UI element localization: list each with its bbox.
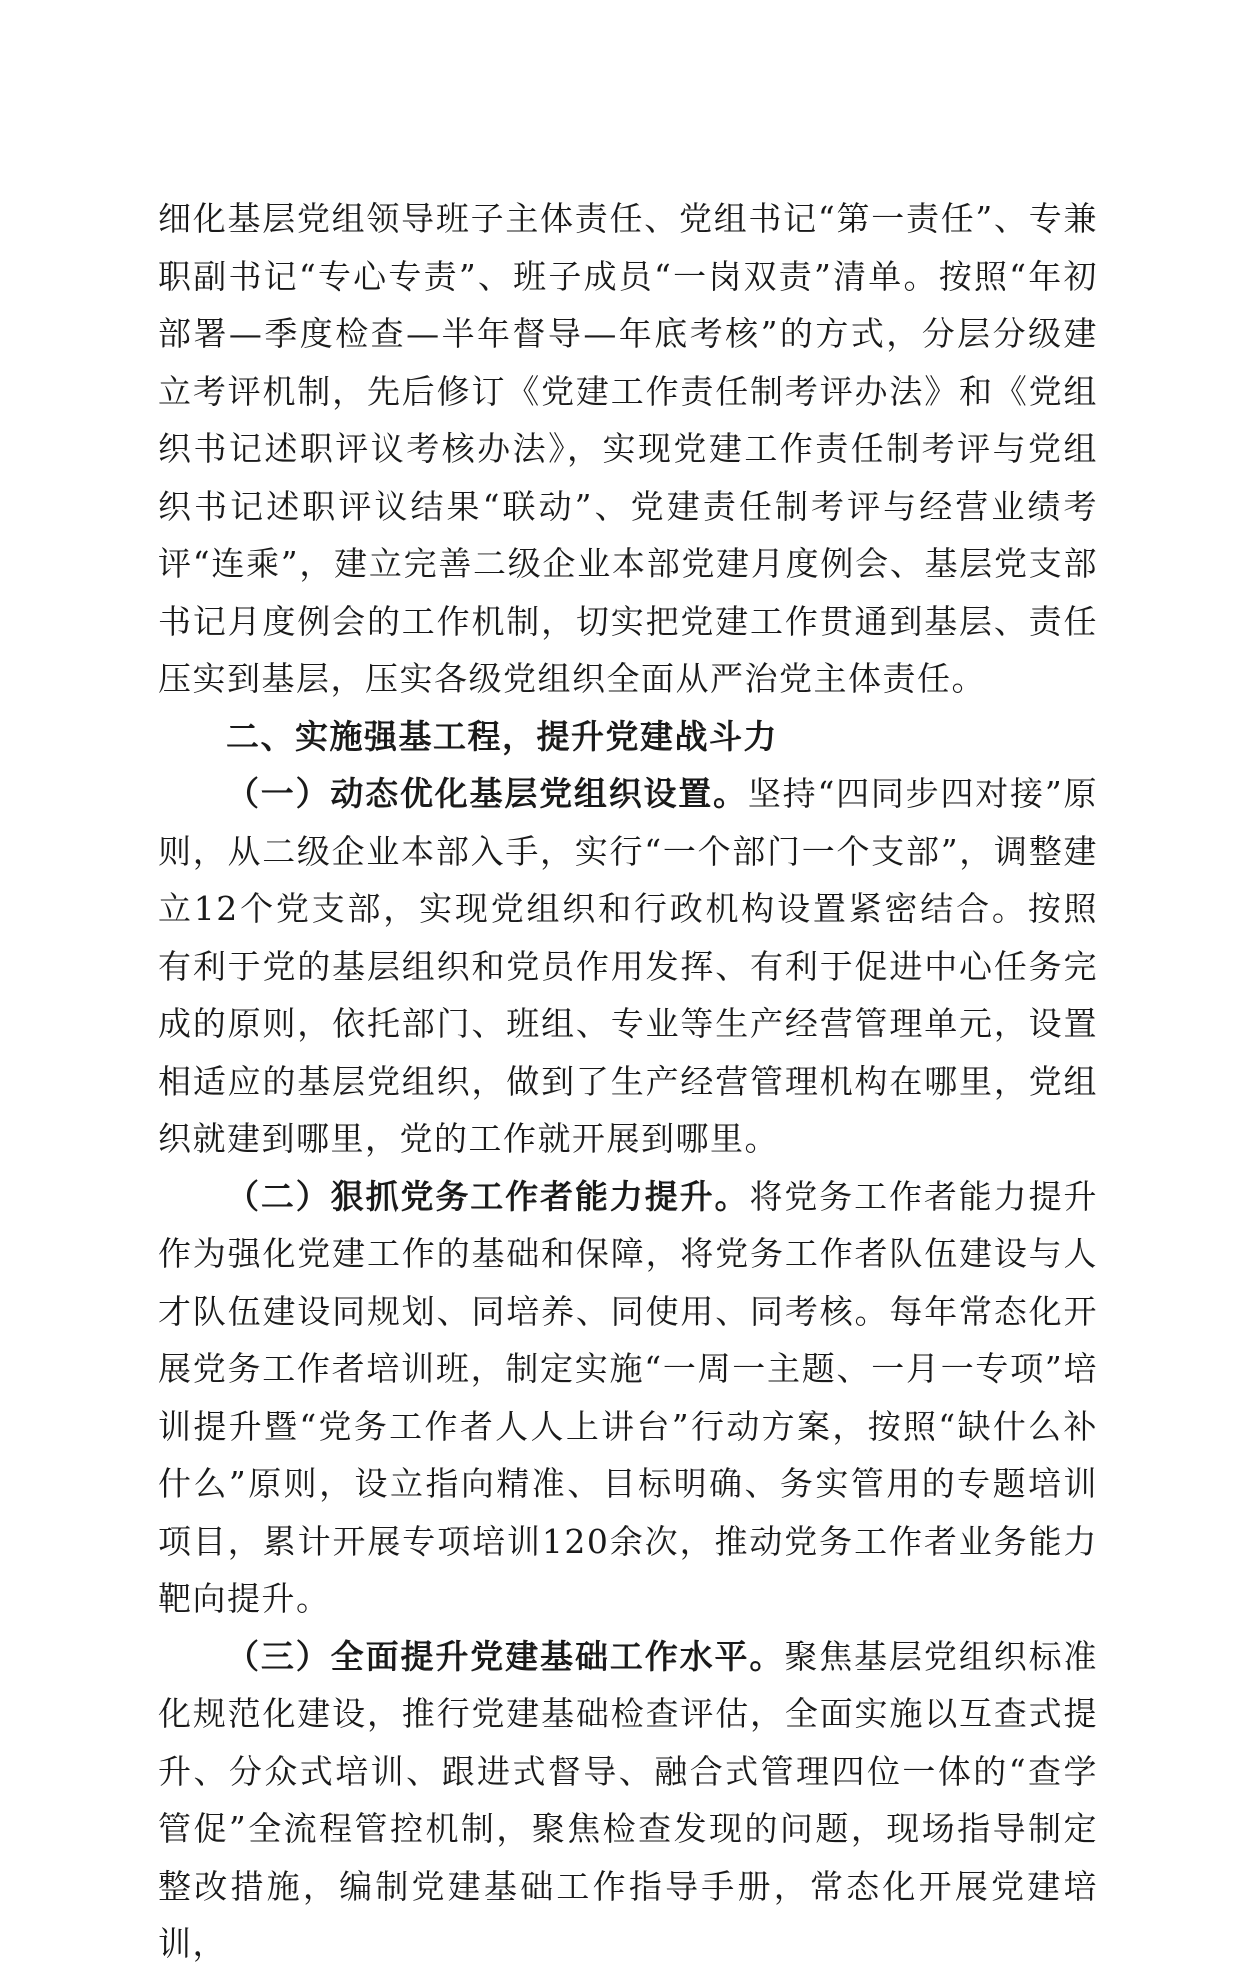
item-1-paragraph: [158, 765, 1098, 1168]
document-page: [158, 190, 1098, 1973]
section-heading: 二、实施强基工程，提升党建战斗力: [226, 716, 778, 756]
item-2-paragraph: [158, 1168, 1098, 1628]
item-3-lead: （三）全面提升党建基础工作水平。: [226, 1636, 785, 1676]
paragraph-continued: 细化基层党组领导班子主体责任、党组书记“第一责任”、专兼职副书记“专心专责”、班子成员“一岗双责”清单。按照“年初部署—季度检查—半年督导—年底考核”的方式，分层分级建立考评机制，先后修订《党建工作责任制考评办法》和《党组织书记述职评议考核办法》，实现党建工作责任制考评与党组织书记述职评议结果“联动”、党建责任制考评与经营业绩考评“连乘”，建立完善二级企业本部党建月度例会、基层党支部书记月度例会的工作机制，切实把党建工作贯通到基层、责任压实到基层，压实各级党组织全面从严治党主体责任。: [158, 199, 1098, 698]
item-3-paragraph: [158, 1628, 1098, 1973]
item-2-body: 将党务工作者能力提升作为强化党建工作的基础和保障，将党务工作者队伍建设与人才队伍建设同规划、同培养、同使用、同考核。每年常态化开展党务工作者培训班，制定实施“一周一主题、一月一专项”培训提升暨“党务工作者人人上讲台”行动方案，按照“缺什么补什么”原则，设立指向精准、目标明确、务实管用的专题培训项目，累计开展专项培训120余次，推动党务工作者业务能力靶向提升。: [158, 1176, 1099, 1618]
item-2-lead: （二）狠抓党务工作者能力提升。: [226, 1176, 750, 1216]
item-3-body: 聚焦基层党组织标准化规范化建设，推行党建基础检查评估，全面实施以互查式提升、分众式培训、跟进式督导、融合式管理四位一体的“查学管促”全流程管控机制，聚焦检查发现的问题，现场指导制定整改措施，编制党建基础工作指导手册，常态化开展党建培训，: [158, 1636, 1099, 1963]
item-1-lead: （一）动态优化基层党组织设置。: [226, 774, 748, 813]
item-1-body: 坚持“四同步四对接”原则，从二级企业本部入手，实行“一个部门一个支部”，调整建立12个党支部，实现党组织和行政机构设置紧密结合。按照有利于党的基层组织和党员作用发挥、有利于促进中心任务完成的原则，依托部门、班组、专业等生产经营管理单元，设置相适应的基层党组织，做到了生产经营管理机构在哪里，党组织就建到哪里，党的工作就开展到哪里。: [158, 774, 1099, 1158]
